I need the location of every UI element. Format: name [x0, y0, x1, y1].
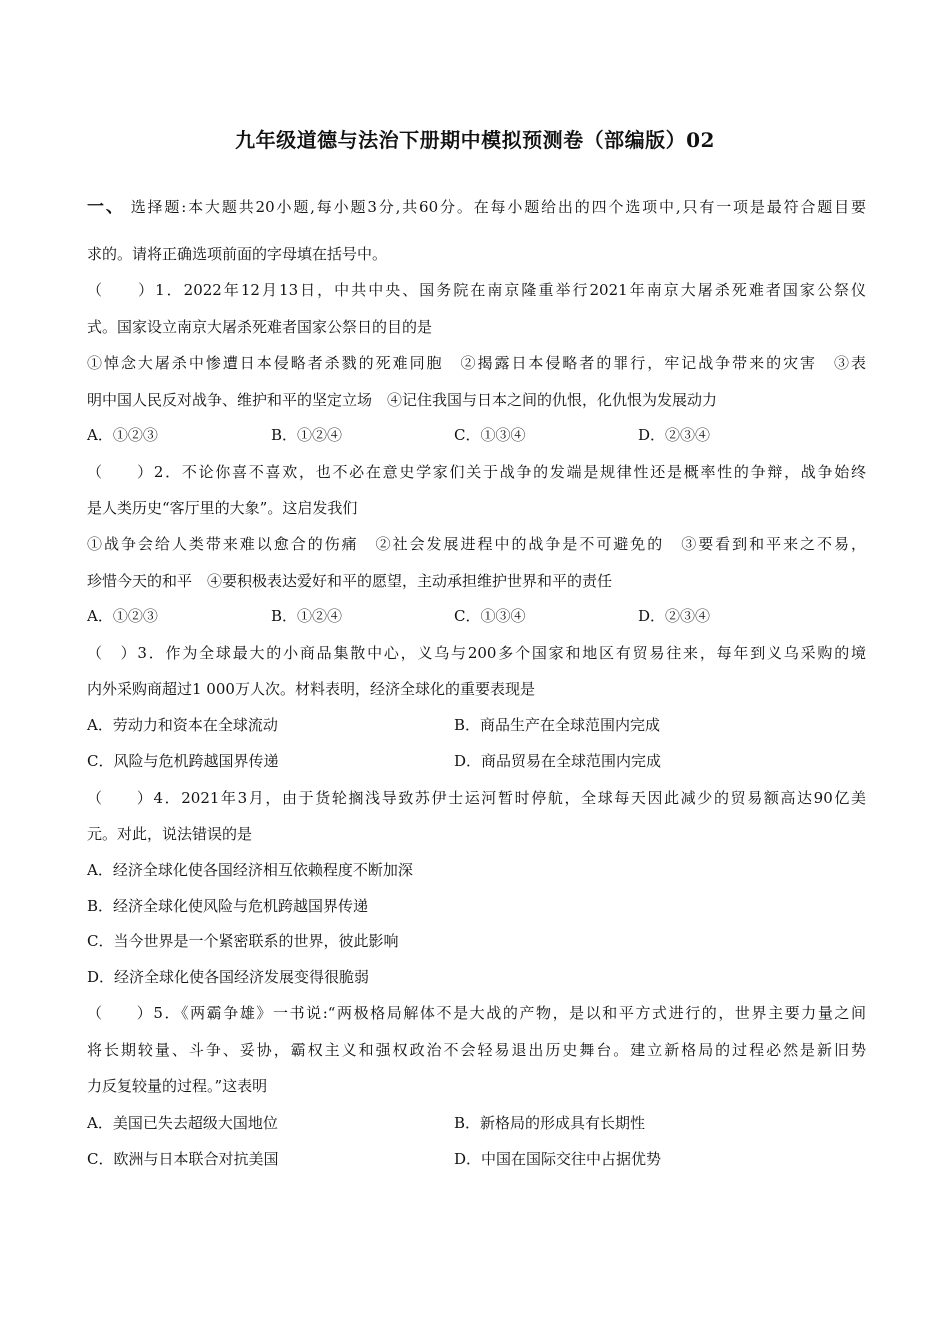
option-b[interactable]: B．①②④: [271, 426, 343, 444]
question-stem-line: （ ）3．作为全球最大的小商品集散中心，义乌与200多个国家和地区有贸易往来，每年到义乌采购的境: [87, 644, 866, 662]
question-stem-line: （ ）5．《两霸争雄》一书说:“两极格局解体不是大战的产物，是以和平方式进行的，世界主要力量之间: [87, 1004, 866, 1022]
option-b[interactable]: B．商品生产在全球范围内完成: [454, 716, 661, 734]
question-stem-line: （ ）2．不论你喜不喜欢，也不必在意史学家们关于战争的发端是规律性还是概率性的争辩，战争始终: [87, 463, 866, 481]
section-intro-line: 求的。请将正确选项前面的字母填在括号中。: [87, 245, 388, 263]
option-c[interactable]: C．当今世界是一个紧密联系的世界，彼此影响: [87, 932, 399, 950]
page-title: 九年级道德与法治下册期中模拟预测卷（部编版）02: [235, 128, 715, 152]
option-d[interactable]: D．商品贸易在全球范围内完成: [454, 752, 662, 770]
question-stem-line: 内外采购商超过1 000万人次。材料表明，经济全球化的重要表现是: [87, 680, 535, 698]
section-intro: [87, 197, 866, 217]
option-b[interactable]: B．经济全球化使风险与危机跨越国界传递: [87, 897, 369, 915]
option-d[interactable]: D．②③④: [638, 426, 711, 444]
option-d[interactable]: D．②③④: [638, 607, 711, 625]
question-stem-line: （ ）1．2022年12月13日，中共中央、国务院在南京隆重举行2021年南京大屠杀死难者国家公祭仪: [87, 281, 866, 299]
option-b[interactable]: B．①②④: [271, 607, 343, 625]
option-c[interactable]: C．①③④: [454, 426, 526, 444]
section-intro-line: 选择题:本大题共20小题,每小题3分,共60分。在每小题给出的四个选项中,只有一项是最符合题目要: [130, 198, 866, 216]
question-stem-line: （ ）4．2021年3月，由于货轮搁浅导致苏伊士运河暂时停航，全球每天因此减少的贸易额高达90亿美: [87, 789, 866, 807]
option-b[interactable]: B．新格局的形成具有长期性: [454, 1114, 646, 1132]
option-c[interactable]: C．欧洲与日本联合对抗美国: [87, 1150, 279, 1168]
option-a[interactable]: A．劳动力和资本在全球流动: [87, 716, 278, 734]
option-c[interactable]: C．①③④: [454, 607, 526, 625]
option-a[interactable]: A．①②③: [87, 426, 158, 444]
question-stem-line: 将长期较量、斗争、妥协，霸权主义和强权政治不会轻易退出历史舞台。建立新格局的过程必然是新旧势: [87, 1041, 866, 1059]
question-stem-line: 元。对此，说法错误的是: [87, 825, 253, 843]
question-stem-line: 明中国人民反对战争、维护和平的坚定立场 ④记住我国与日本之间的仇恨，化仇恨为发展动力: [87, 391, 718, 409]
option-c[interactable]: C．风险与危机跨越国界传递: [87, 752, 279, 770]
question-stem-line: 是人类历史“客厅里的大象”。这启发我们: [87, 499, 358, 517]
question-stem-line: 珍惜今天的和平 ④要积极表达爱好和平的愿望，主动承担维护世界和平的责任: [87, 572, 613, 590]
option-d[interactable]: D．经济全球化使各国经济发展变得很脆弱: [87, 968, 370, 986]
question-stem-line: 力反复较量的过程。”这表明: [87, 1077, 268, 1095]
question-stem-line: ①战争会给人类带来难以愈合的伤痛 ②社会发展进程中的战争是不可避免的 ③要看到和平来之不易，: [87, 535, 866, 553]
option-a[interactable]: A．经济全球化使各国经济相互依赖程度不断加深: [87, 861, 413, 879]
question-stem-line: ①悼念大屠杀中惨遭日本侵略者杀戮的死难同胞 ②揭露日本侵略者的罪行，牢记战争带来的灾害 ③表: [87, 354, 866, 372]
option-d[interactable]: D．中国在国际交往中占据优势: [454, 1150, 662, 1168]
question-stem-line: 式。国家设立南京大屠杀死难者国家公祭日的目的是: [87, 318, 433, 336]
section-number: 一、: [87, 197, 125, 217]
option-a[interactable]: A．①②③: [87, 607, 158, 625]
option-a[interactable]: A．美国已失去超级大国地位: [87, 1114, 278, 1132]
